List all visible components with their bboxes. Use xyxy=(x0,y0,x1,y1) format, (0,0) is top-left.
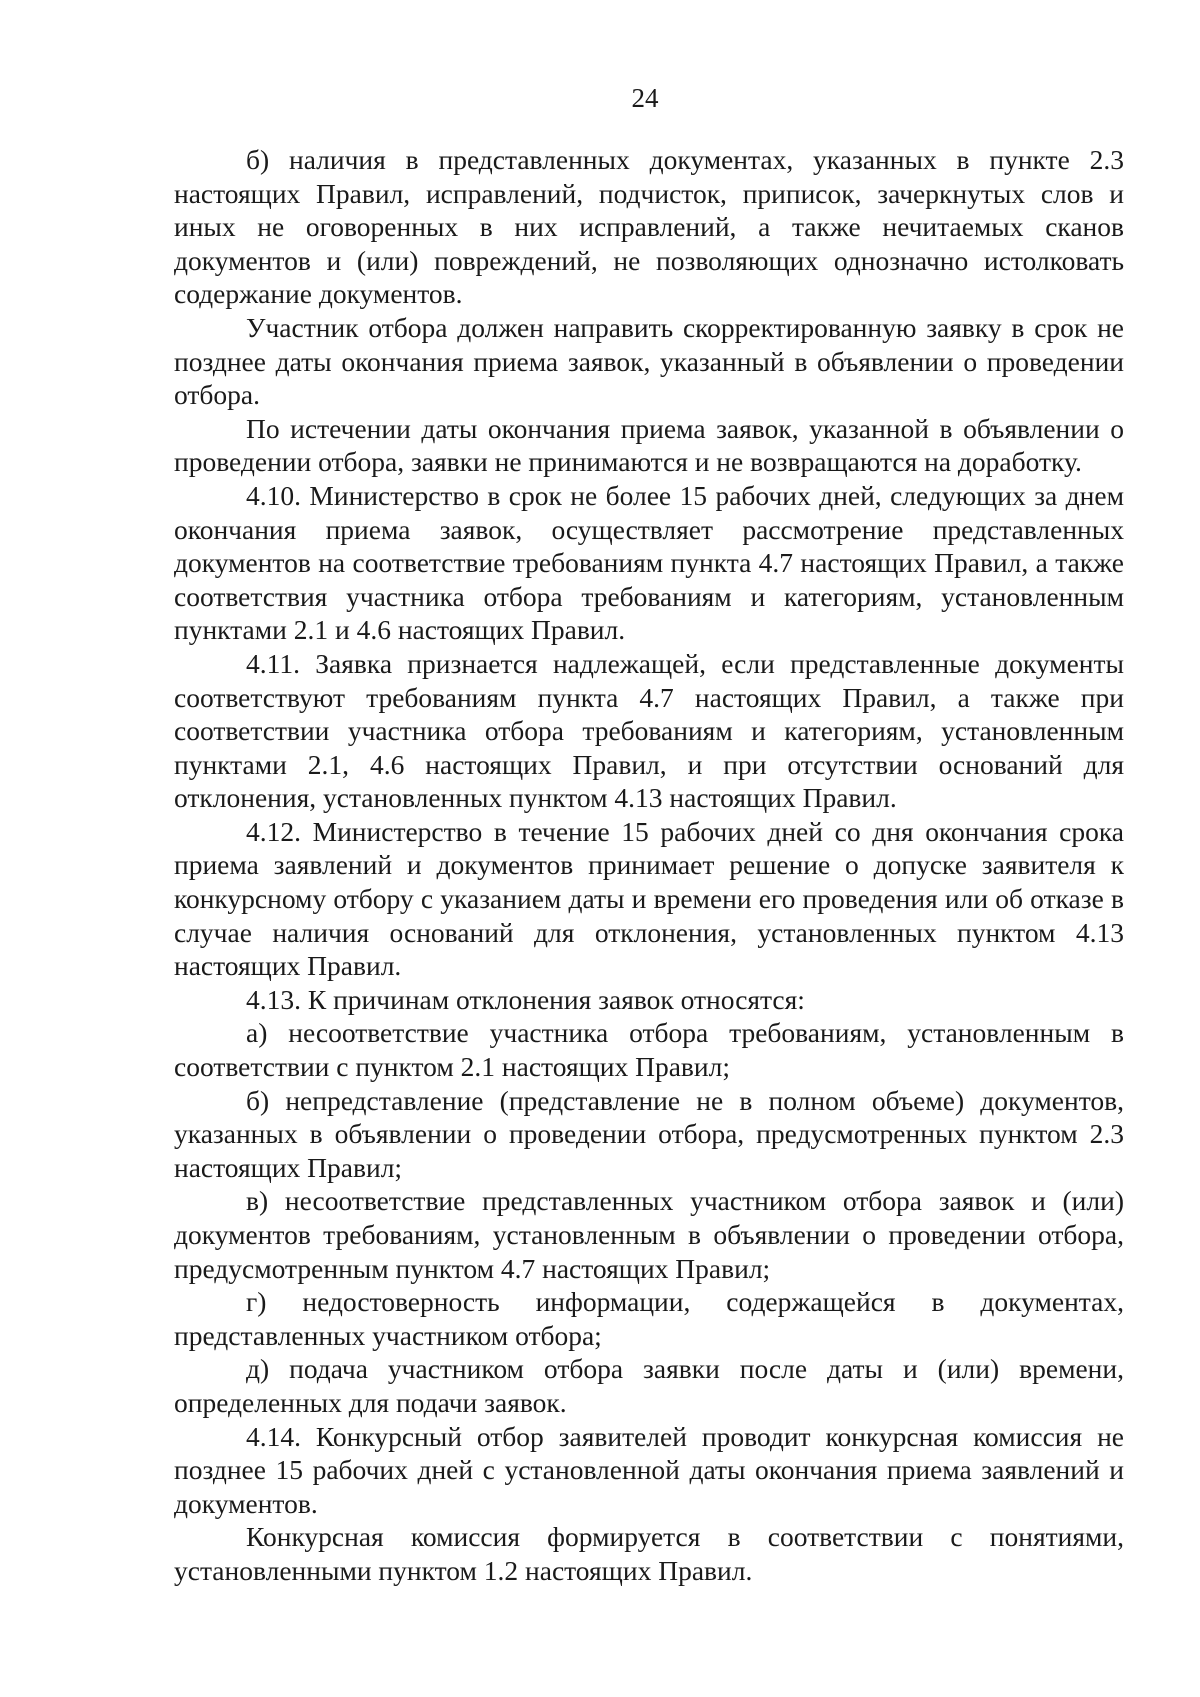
paragraph-b-corrections: б) наличия в представленных документах, указанных в пункте 2.3 настоящих Правил, исправлений, подчисток, приписок, зачеркнутых слов и иных не оговоренных в них исправлений, а также нечитаемых сканов документов и (или) повреждений, не позволяющих однозначно истолковать содержание документов. xyxy=(174,144,1124,310)
page-number: 24 xyxy=(631,83,659,113)
paragraph-4-11: 4.11. Заявка признается надлежащей, если представленные документы соответствуют требованиям пункта 4.7 настоящих Правил, а также при соответствии участника отбора требованиям и категориям, установленным пунктами 2.1, 4.6 настоящих Правил, и при отсутствии оснований для отклонения, установленных пунктом 4.13 настоящих Правил. xyxy=(174,647,1124,814)
list-item-g: г) недостоверность информации, содержащейся в документах, представленных участником отбора; xyxy=(174,1286,1124,1351)
paragraph-commission: Конкурсная комиссия формируется в соответствии с понятиями, установленными пунктом 1.2 настоящих Правил. xyxy=(174,1521,1124,1586)
list-item-d: д) подача участником отбора заявки после даты и (или) времени, определенных для подачи заявок. xyxy=(174,1353,1124,1418)
list-item-v: в) несоответствие представленных участником отбора заявок и (или) документов требованиям, установленным в объявлении о проведении отбора, предусмотренным пунктом 4.7 настоящих Правил; xyxy=(174,1185,1124,1284)
document-body xyxy=(174,143,1124,1588)
paragraph-4-13: 4.13. К причинам отклонения заявок относятся: xyxy=(246,983,805,1015)
list-item-a: а) несоответствие участника отбора требованиям, установленным в соответствии с пунктом 2.1 настоящих Правил; xyxy=(174,1017,1124,1083)
paragraph-resubmission-deadline: Участник отбора должен направить скорректированную заявку в срок не позднее даты окончания приема заявок, указанный в объявлении о проведении отбора. xyxy=(174,311,1124,411)
paragraph-4-14: 4.14. Конкурсный отбор заявителей проводит конкурсная комиссия не позднее 15 рабочих дней с установленной даты окончания приема заявлений и документов. xyxy=(174,1420,1124,1519)
paragraph-4-12: 4.12. Министерство в течение 15 рабочих дней со дня окончания срока приема заявлений и документов принимает решение о допуске заявителя к конкурсному отбору с указанием даты и времени его проведения или об отказе в случае наличия оснований для отклонения, установленных пунктом 4.13 настоящих Правил. xyxy=(174,815,1124,982)
paragraph-after-deadline: По истечении даты окончания приема заявок, указанной в объявлении о проведении отбора, заявки не принимаются и не возвращаются на доработку. xyxy=(174,412,1124,478)
list-item-b: б) непредставление (представление не в полном объеме) документов, указанных в объявлении о проведении отбора, предусмотренных пунктом 2.3 настоящих Правил; xyxy=(174,1084,1124,1183)
paragraph-4-10: 4.10. Министерство в срок не более 15 рабочих дней, следующих за днем окончания приема заявок, осуществляет рассмотрение представленных документов на соответствие требованиям пункта 4.7 настоящих Правил, а также соответствия участника отбора требованиям и категориям, установленным пунктами 2.1 и 4.6 настоящих Правил. xyxy=(174,479,1124,646)
